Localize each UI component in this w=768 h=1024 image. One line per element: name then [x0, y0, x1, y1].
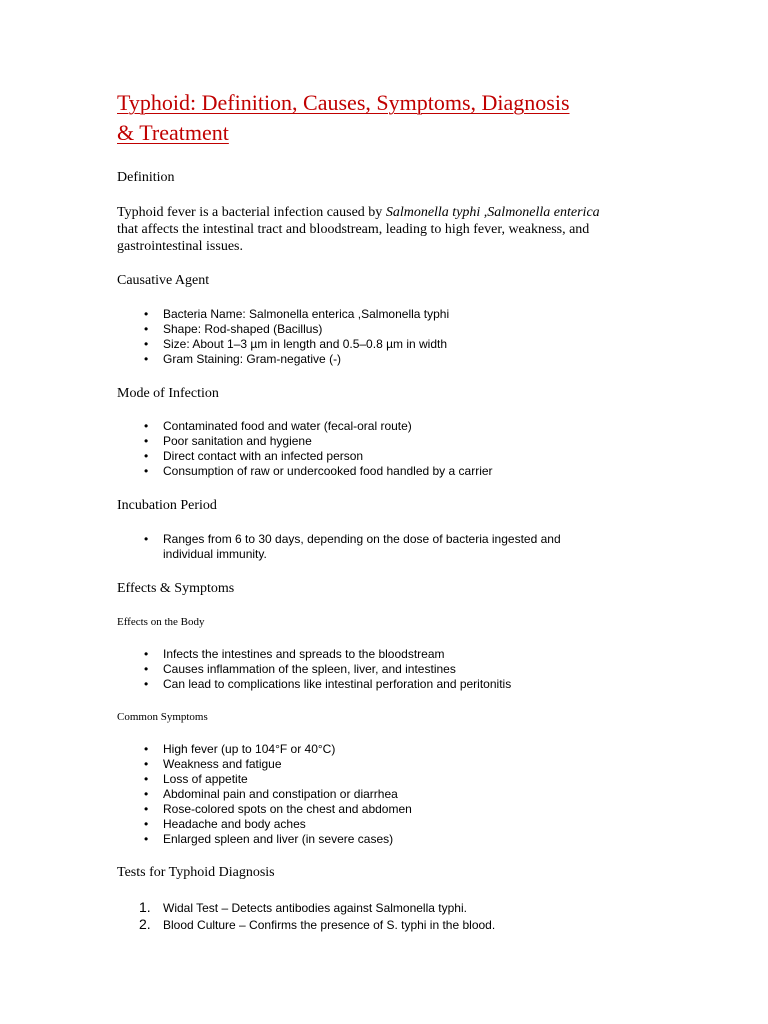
list-item: [117, 757, 637, 772]
page-title: [117, 88, 677, 148]
list-item: [117, 900, 637, 917]
bullet-icon: •: [144, 307, 149, 321]
definition-heading: Definition: [117, 170, 175, 185]
mode-of-infection-list: [117, 419, 637, 479]
list-item-text: Enlarged spleen and liver (in severe cases): [163, 832, 394, 846]
list-item: [117, 677, 637, 692]
definition-text-1: Typhoid fever is a bacterial infection caused by: [117, 205, 386, 220]
effects-on-body-list: [117, 647, 637, 692]
list-item: [117, 322, 637, 337]
mode-of-infection-heading: Mode of Infection: [117, 386, 219, 401]
list-item: [117, 917, 637, 934]
bullet-icon: •: [144, 802, 149, 816]
list-item: [117, 307, 637, 322]
incubation-period-list: [117, 532, 587, 562]
bullet-icon: •: [144, 532, 149, 546]
list-item: [117, 647, 637, 662]
list-item-text: Rose-colored spots on the chest and abdomen: [163, 802, 412, 816]
list-item-text: Loss of appetite: [163, 772, 248, 786]
definition-text-2: that affects the intestinal tract and bloodstream, leading to high fever, weakness, and gastrointestinal issues.: [117, 222, 590, 254]
list-item: [117, 352, 637, 367]
list-item-text: Abdominal pain and constipation or diarrhea: [163, 787, 398, 801]
list-item-text: Widal Test – Detects antibodies against Salmonella typhi.: [163, 901, 467, 915]
effects-symptoms-heading: Effects & Symptoms: [117, 581, 235, 596]
bullet-icon: •: [144, 647, 149, 661]
tests-heading: Tests for Typhoid Diagnosis: [117, 865, 275, 880]
list-item-text: Ranges from 6 to 30 days, depending on the dose of bacteria ingested and individual immunity.: [163, 532, 561, 561]
bullet-icon: •: [144, 817, 149, 831]
list-item-text: Size: About 1–3 µm in length and 0.5–0.8 µm in width: [163, 337, 448, 351]
list-item-text: Shape: Rod-shaped (Bacillus): [163, 322, 323, 336]
bullet-icon: •: [144, 352, 149, 366]
definition-organism: Salmonella typhi ,Salmonella enterica: [385, 205, 600, 220]
list-item: [117, 464, 637, 479]
tests-list: [117, 900, 637, 934]
bullet-icon: •: [144, 832, 149, 846]
list-item-text: Gram Staining: Gram-negative (-): [163, 352, 342, 366]
list-item: [117, 434, 637, 449]
list-item-text: Direct contact with an infected person: [163, 449, 364, 463]
list-item-text: Consumption of raw or undercooked food handled by a carrier: [163, 464, 493, 478]
bullet-icon: •: [144, 757, 149, 771]
bullet-icon: •: [144, 322, 149, 336]
list-number: 1.: [139, 899, 151, 915]
list-item: [117, 662, 637, 677]
incubation-period-heading: Incubation Period: [117, 498, 217, 513]
causative-agent-list: [117, 307, 637, 367]
title-line-1: Typhoid: Definition, Causes, Symptoms, Diagnosis: [117, 90, 570, 115]
bullet-icon: •: [144, 464, 149, 478]
list-item: [117, 419, 637, 434]
list-item: [117, 787, 637, 802]
common-symptoms-heading: Common Symptoms: [117, 711, 208, 723]
bullet-icon: •: [144, 787, 149, 801]
bullet-icon: •: [144, 419, 149, 433]
title-line-2: & Treatment: [117, 120, 229, 145]
list-item-text: High fever (up to 104°F or 40°C): [163, 742, 336, 756]
list-item: [117, 337, 637, 352]
list-item: [117, 802, 637, 817]
common-symptoms-list: [117, 742, 637, 847]
bullet-icon: •: [144, 662, 149, 676]
list-number: 2.: [139, 916, 151, 932]
list-item-text: Infects the intestines and spreads to the bloodstream: [163, 647, 445, 661]
list-item: [117, 449, 637, 464]
bullet-icon: •: [144, 337, 149, 351]
list-item-text: Contaminated food and water (fecal-oral route): [163, 419, 412, 433]
bullet-icon: •: [144, 772, 149, 786]
list-item: [117, 772, 637, 787]
bullet-icon: •: [144, 677, 149, 691]
list-item: [117, 532, 587, 562]
effects-on-body-heading: Effects on the Body: [117, 616, 205, 628]
definition-paragraph: [117, 204, 617, 255]
list-item-text: Weakness and fatigue: [163, 757, 282, 771]
list-item-text: Poor sanitation and hygiene: [163, 434, 312, 448]
list-item-text: Causes inflammation of the spleen, liver, and intestines: [163, 662, 456, 676]
list-item-text: Blood Culture – Confirms the presence of S. typhi in the blood.: [163, 918, 496, 932]
bullet-icon: •: [144, 742, 149, 756]
list-item-text: Can lead to complications like intestinal perforation and peritonitis: [163, 677, 512, 691]
list-item-text: Headache and body aches: [163, 817, 306, 831]
list-item: [117, 817, 637, 832]
list-item: [117, 742, 637, 757]
bullet-icon: •: [144, 449, 149, 463]
causative-agent-heading: Causative Agent: [117, 273, 210, 288]
list-item: [117, 832, 637, 847]
list-item-text: Bacteria Name: Salmonella enterica ,Salmonella typhi: [163, 307, 450, 321]
bullet-icon: •: [144, 434, 149, 448]
